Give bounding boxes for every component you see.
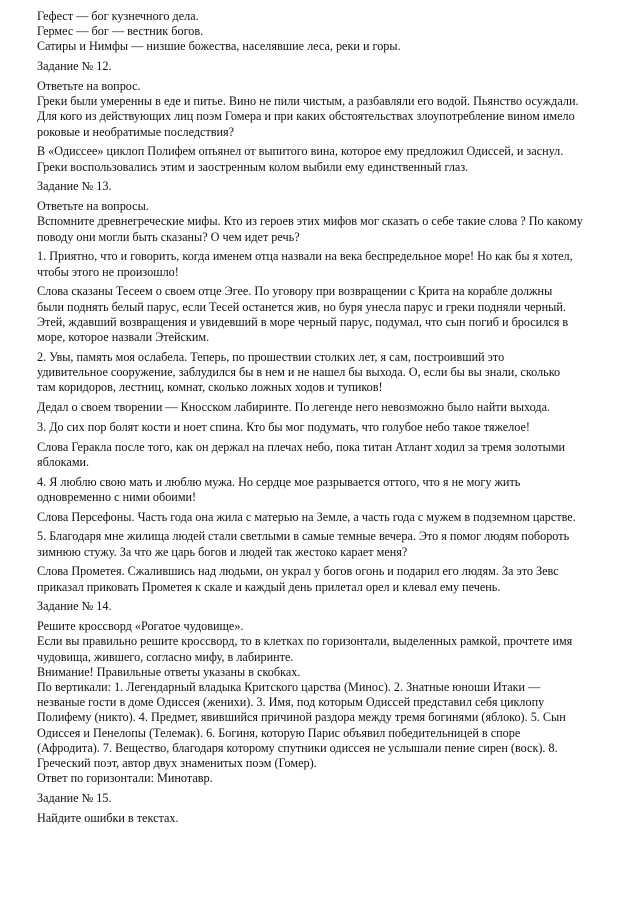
text-line: Вспомните древнегреческие мифы. Кто из героев этих мифов мог сказать о себе такие слова ? По какому <box>37 214 583 229</box>
text-line: 5. Благодаря мне жилища людей стали светлыми в самые темные вечера. Это я помог людям побороть <box>37 529 570 544</box>
document-body <box>37 9 605 826</box>
paragraph <box>37 284 605 345</box>
paragraph <box>37 475 605 505</box>
text-line: яблоками. <box>37 454 90 469</box>
paragraph <box>37 79 605 140</box>
text-line: 4. Я люблю свою мать и люблю мужа. Но сердце мое разрывается оттого, что я не могу жить <box>37 474 521 489</box>
text-line: удивительное сооружение, заблудился бы в нем и не нашел бы выхода. О, если бы вы знали, сколько <box>37 365 561 380</box>
text-line: там коридоров, лестниц, комнат, сколько ложных ходов и тупиков! <box>37 380 383 395</box>
paragraph <box>37 529 605 559</box>
text-line: Внимание! Правильные ответы указаны в скобках. <box>37 664 301 679</box>
paragraph <box>37 564 605 594</box>
paragraph <box>37 249 605 279</box>
text-line: Греческий поэт, автор двух знаменитых поэм (Гомер). <box>37 756 317 771</box>
text-line: Гефест — бог кузнечного дела. <box>37 9 199 23</box>
text-line: Сатиры и Нимфы — низшие божества, населявшие леса, реки и горы. <box>37 39 401 54</box>
paragraph <box>37 440 605 470</box>
text-line: 3. До сих пор болят кости и ноет спина. Кто бы мог подумать, что голубое небо такое тяжелое! <box>37 419 530 434</box>
text-line: Решите кроссворд «Рогатое чудовище». <box>37 619 244 634</box>
paragraph <box>37 510 605 525</box>
document-page <box>37 9 605 831</box>
text-line: Ответ по горизонтали: Минотавр. <box>37 771 213 786</box>
text-line: Ответьте на вопросы. <box>37 199 149 214</box>
text-line: В «Одиссее» циклоп Полифем опъянел от выпитого вина, которое ему предложил Одиссей, и заснул. <box>37 144 564 159</box>
paragraph <box>37 199 605 245</box>
text-line: Для кого из действующих лиц поэм Гомера и при каких обстоятельствах злоупотребление вином имело <box>37 109 575 124</box>
text-line: Слова Геракла после того, как он держал на плечах небо, пока титан Атлант ходил за тремя золотыми <box>37 439 566 454</box>
text-line: Ответьте на вопрос. <box>37 79 141 93</box>
paragraph <box>37 811 605 826</box>
text-line: 1. Приятно, что и говорить, когда именем отца назвали на века беспредельное море! Но как бы я хотел, <box>37 249 573 264</box>
text-line: Слова сказаны Тесеем о своем отце Эгее. По уговору при возвращении с Крита на корабле должны <box>37 284 553 299</box>
text-line: Слова Персефоны. Часть года она жила с матерью на Земле, а часть года с мужем в подземном царстве. <box>37 509 576 524</box>
text-line: По вертикали: 1. Легендарный владыка Критского царства (Минос). 2. Знатные юноши Итаки — <box>37 680 541 695</box>
text-line: были поднять белый парус, если Тесей останется жив, но буря унесла парус и греки подняли черный. <box>37 299 566 314</box>
paragraph <box>37 619 605 786</box>
text-line: (Афродита). 7. Вещество, благодаря которому спутники одиссея не услышали пение сирен (воск). 8. <box>37 740 558 755</box>
text-line: Полифему (никто). 4. Предмет, явившийся причиной раздора между тремя богинями (яблоко). 5. Сын <box>37 710 566 725</box>
text-line: Греки воспользовались этим и заостренным колом выбили ему единственный глаз. <box>37 159 469 174</box>
text-line: Слова Прометея. Сжалившись над людьми, он украл у богов огонь и подарил его людям. За это Зевс <box>37 564 559 579</box>
text-line: Задание № 13. <box>37 179 112 194</box>
text-line: Задание № 12. <box>37 59 112 74</box>
text-line: незваные гости в доме Одиссея (женихи). 3. Имя, под которым Одиссей представил себя циклопу <box>37 695 545 710</box>
text-line: зимнюю стужу. За что же царь богов и людей так жестоко карает меня? <box>37 544 408 559</box>
paragraph <box>37 59 605 74</box>
text-line: приказал приковать Прометея к скале и каждый день прилетал орел и клевал ему печень. <box>37 579 501 594</box>
text-line: Задание № 15. <box>37 791 112 806</box>
text-line: Этей, ждавший возвращения и увидевший в море черный парус, подумал, что сын погиб и бросился в <box>37 314 569 329</box>
text-line: одновременно с ними обоими! <box>37 489 197 504</box>
text-line: чудовища, жившего, согласно мифу, в лабиринте. <box>37 649 294 664</box>
text-line: поводу они могли быть сказаны? О чем идет речь? <box>37 229 300 244</box>
paragraph <box>37 144 605 174</box>
text-line: Одиссея и Пенелопы (Телемак). 6. Богиня, которую Парис объявил победительницей в споре <box>37 725 521 740</box>
paragraph <box>37 599 605 614</box>
text-line: Гермес — бог — вестник богов. <box>37 24 204 39</box>
text-line: роковые и необратимые последствия? <box>37 124 235 139</box>
paragraph <box>37 179 605 194</box>
paragraph <box>37 9 605 55</box>
text-line: Задание № 14. <box>37 599 112 614</box>
paragraph <box>37 400 605 415</box>
text-line: Если вы правильно решите кроссворд, то в клетках по горизонтали, выделенных рамкой, прочтете имя <box>37 634 573 649</box>
text-line: Дедал о своем творении — Кносском лабиринте. По легенде него невозможно было найти выхода. <box>37 400 551 415</box>
text-line: 2. Увы, память моя ослабела. Теперь, по прошествии столких лет, я сам, построивший это <box>37 349 505 364</box>
paragraph <box>37 791 605 806</box>
text-line: Найдите ошибки в текстах. <box>37 810 179 825</box>
text-line: чтобы этого не произошло! <box>37 264 179 279</box>
paragraph <box>37 420 605 435</box>
text-line: Греки были умеренны в еде и питье. Вино не пили чистым, а разбавляли его водой. Пьянство осуждали. <box>37 94 579 109</box>
paragraph <box>37 350 605 396</box>
text-line: море, которое назвали Этейским. <box>37 330 210 345</box>
